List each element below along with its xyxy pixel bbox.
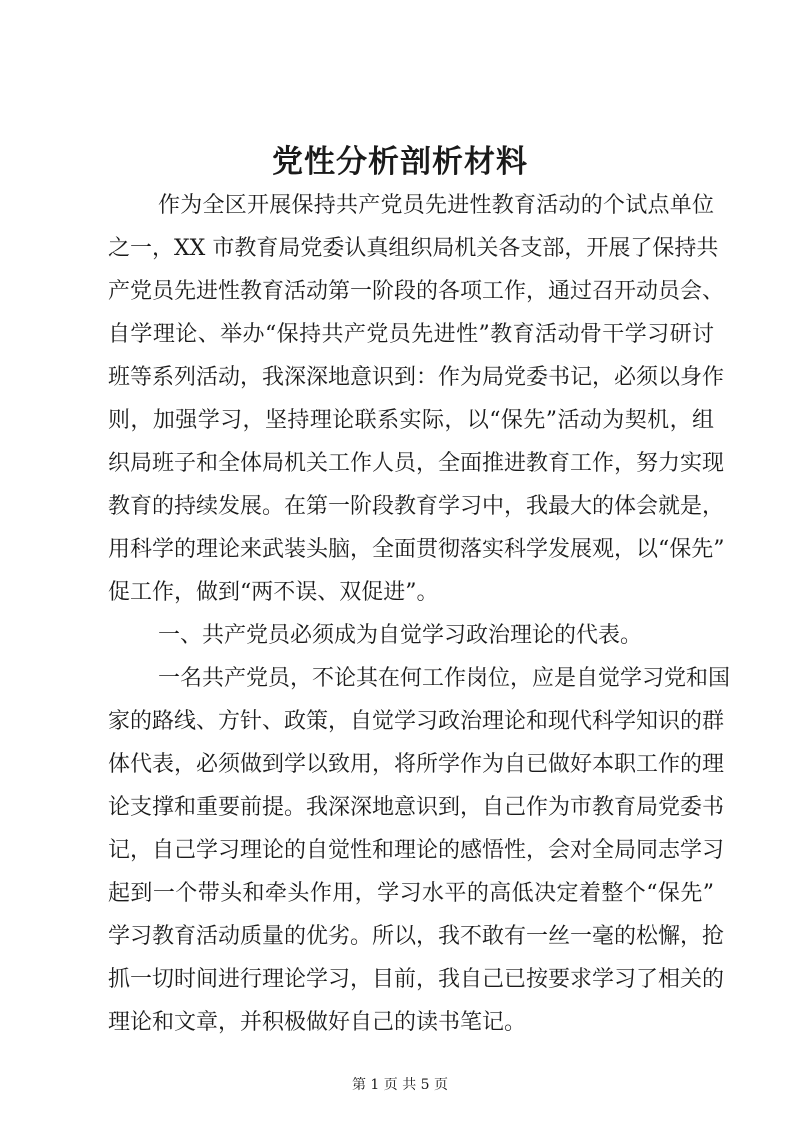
text-line: 自学理论、举办“保持共产党员先进性”教育活动骨干学习研讨 <box>108 322 714 347</box>
paragraph <box>108 661 731 1048</box>
text-line: 一名共产党员，不论其在何工作岗位，应是自觉学习党和国 <box>158 666 731 691</box>
text-line: 体代表，必须做到学以致用，将所学作为自已做好本职工作的理 <box>108 752 725 777</box>
document-body <box>108 188 731 1048</box>
text-line: 之一，XX 市教育局党委认真组织局机关各支部，开展了保持共 <box>108 236 719 261</box>
paragraph <box>108 618 714 661</box>
text-line: 家的路线、方针、政策，自觉学习政治理论和现代科学知识的群 <box>108 709 725 734</box>
text-line: 一、共产党员必须成为自觉学习政治理论的代表。 <box>158 623 643 648</box>
text-line: 织局班子和全体局机关工作人员，全面推进教育工作，努力实现 <box>108 451 725 476</box>
text-line: 抓一切时间进行理论学习，目前，我自己已按要求学习了相关的 <box>108 967 725 992</box>
text-line: 起到一个带头和牵头作用，学习水平的高低决定着整个“保先” <box>108 881 714 906</box>
text-line: 学习教育活动质量的优劣。所以，我不敢有一丝一毫的松懈，抢 <box>108 924 725 949</box>
text-line: 记，自己学习理论的自觉性和理论的感悟性，会对全局同志学习 <box>108 838 725 863</box>
page-footer: 第 1 页 共 5 页 <box>351 1077 449 1093</box>
text-line: 则，加强学习，坚持理论联系实际，以“保先”活动为契机，组 <box>108 408 714 433</box>
text-line: 论支撑和重要前提。我深深地意识到，自己作为市教育局党委书 <box>108 795 725 820</box>
text-line: 班等系列活动，我深深地意识到：作为局党委书记，必须以身作 <box>108 365 725 390</box>
text-line: 作为全区开展保持共产党员先进性教育活动的个试点单位 <box>158 193 714 218</box>
text-line: 用科学的理论来武装头脑，全面贯彻落实科学发展观，以“保先” <box>108 537 725 562</box>
document-title: 党性分析剖析材料 <box>272 144 528 180</box>
paragraph <box>108 188 725 618</box>
text-line: 产党员先进性教育活动第一阶段的各项工作，通过召开动员会、 <box>108 279 725 304</box>
text-line: 教育的持续发展。在第一阶段教育学习中，我最大的体会就是， <box>108 494 725 519</box>
text-line: 促工作，做到“两不误、双促进”。 <box>108 580 439 605</box>
text-line: 理论和文章，并积极做好自己的读书笔记。 <box>108 1010 527 1035</box>
